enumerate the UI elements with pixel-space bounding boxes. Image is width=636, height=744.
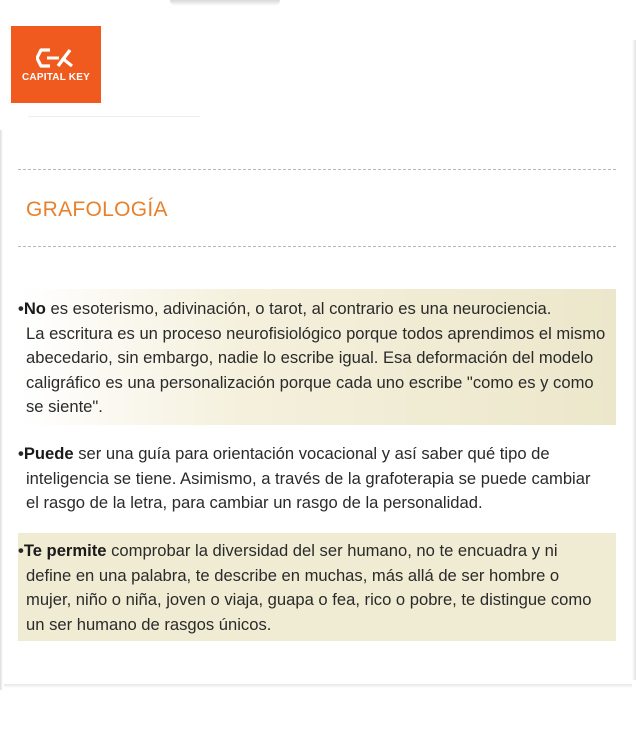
dashed-divider [18, 169, 616, 170]
paragraph-text: ser una guía para orientación vocacional y así saber qué tipo de [73, 444, 550, 463]
bullet: • [18, 299, 24, 318]
decorative-shade [0, 130, 3, 690]
paragraph-first-line [18, 442, 608, 467]
paragraph-lead: Puede [23, 444, 74, 463]
capital-key-logo-icon [36, 47, 76, 69]
paragraph-text: define en una palabra, te describe en muchas, más allá de ser hombre o mujer, niño o niña, joven o viaja, guapa o fea, rico o pobre, te distingue como un ser humano de rasgos únicos. [26, 565, 592, 634]
section-title: GRAFOLOGÍA [26, 198, 168, 221]
bullet: • [18, 444, 24, 463]
paragraph-lead: Te permite [23, 541, 107, 560]
paragraph-3 [18, 533, 616, 641]
logo-text: CAPITAL KEY [22, 71, 90, 83]
paragraph-first-line [18, 297, 608, 322]
decorative-shade [4, 684, 632, 688]
decorative-shade [170, 0, 280, 6]
paragraph-text: inteligencia se tiene. Asimismo, a través de la grafoterapia se puede cambiar el rasgo de la letra, para cambiar un rasgo de la personalidad. [26, 468, 591, 513]
dashed-divider [18, 246, 616, 247]
decorative-shade [632, 40, 636, 680]
paragraph-lead: No [23, 299, 46, 318]
capital-key-logo [11, 26, 101, 103]
divider [28, 116, 200, 117]
paragraph-2 [18, 441, 616, 515]
paragraph-text: comprobar la diversidad del ser humano, no te encuadra y ni [106, 541, 558, 560]
paragraph-text: La escritura es un proceso neurofisiológico porque todos aprendimos el mismo abecedario, sin embargo, nadie lo escribe igual. Esa deformación del modelo caligráfico es una personalización porque cada uno escribe "como es y como se siente". [26, 323, 606, 417]
paragraph-text: es esoterismo, adivinación, o tarot, al contrario es una neurociencia. [45, 299, 552, 318]
paragraph-1 [18, 289, 616, 425]
paragraph-first-line [18, 539, 608, 564]
bullet: • [18, 541, 24, 560]
